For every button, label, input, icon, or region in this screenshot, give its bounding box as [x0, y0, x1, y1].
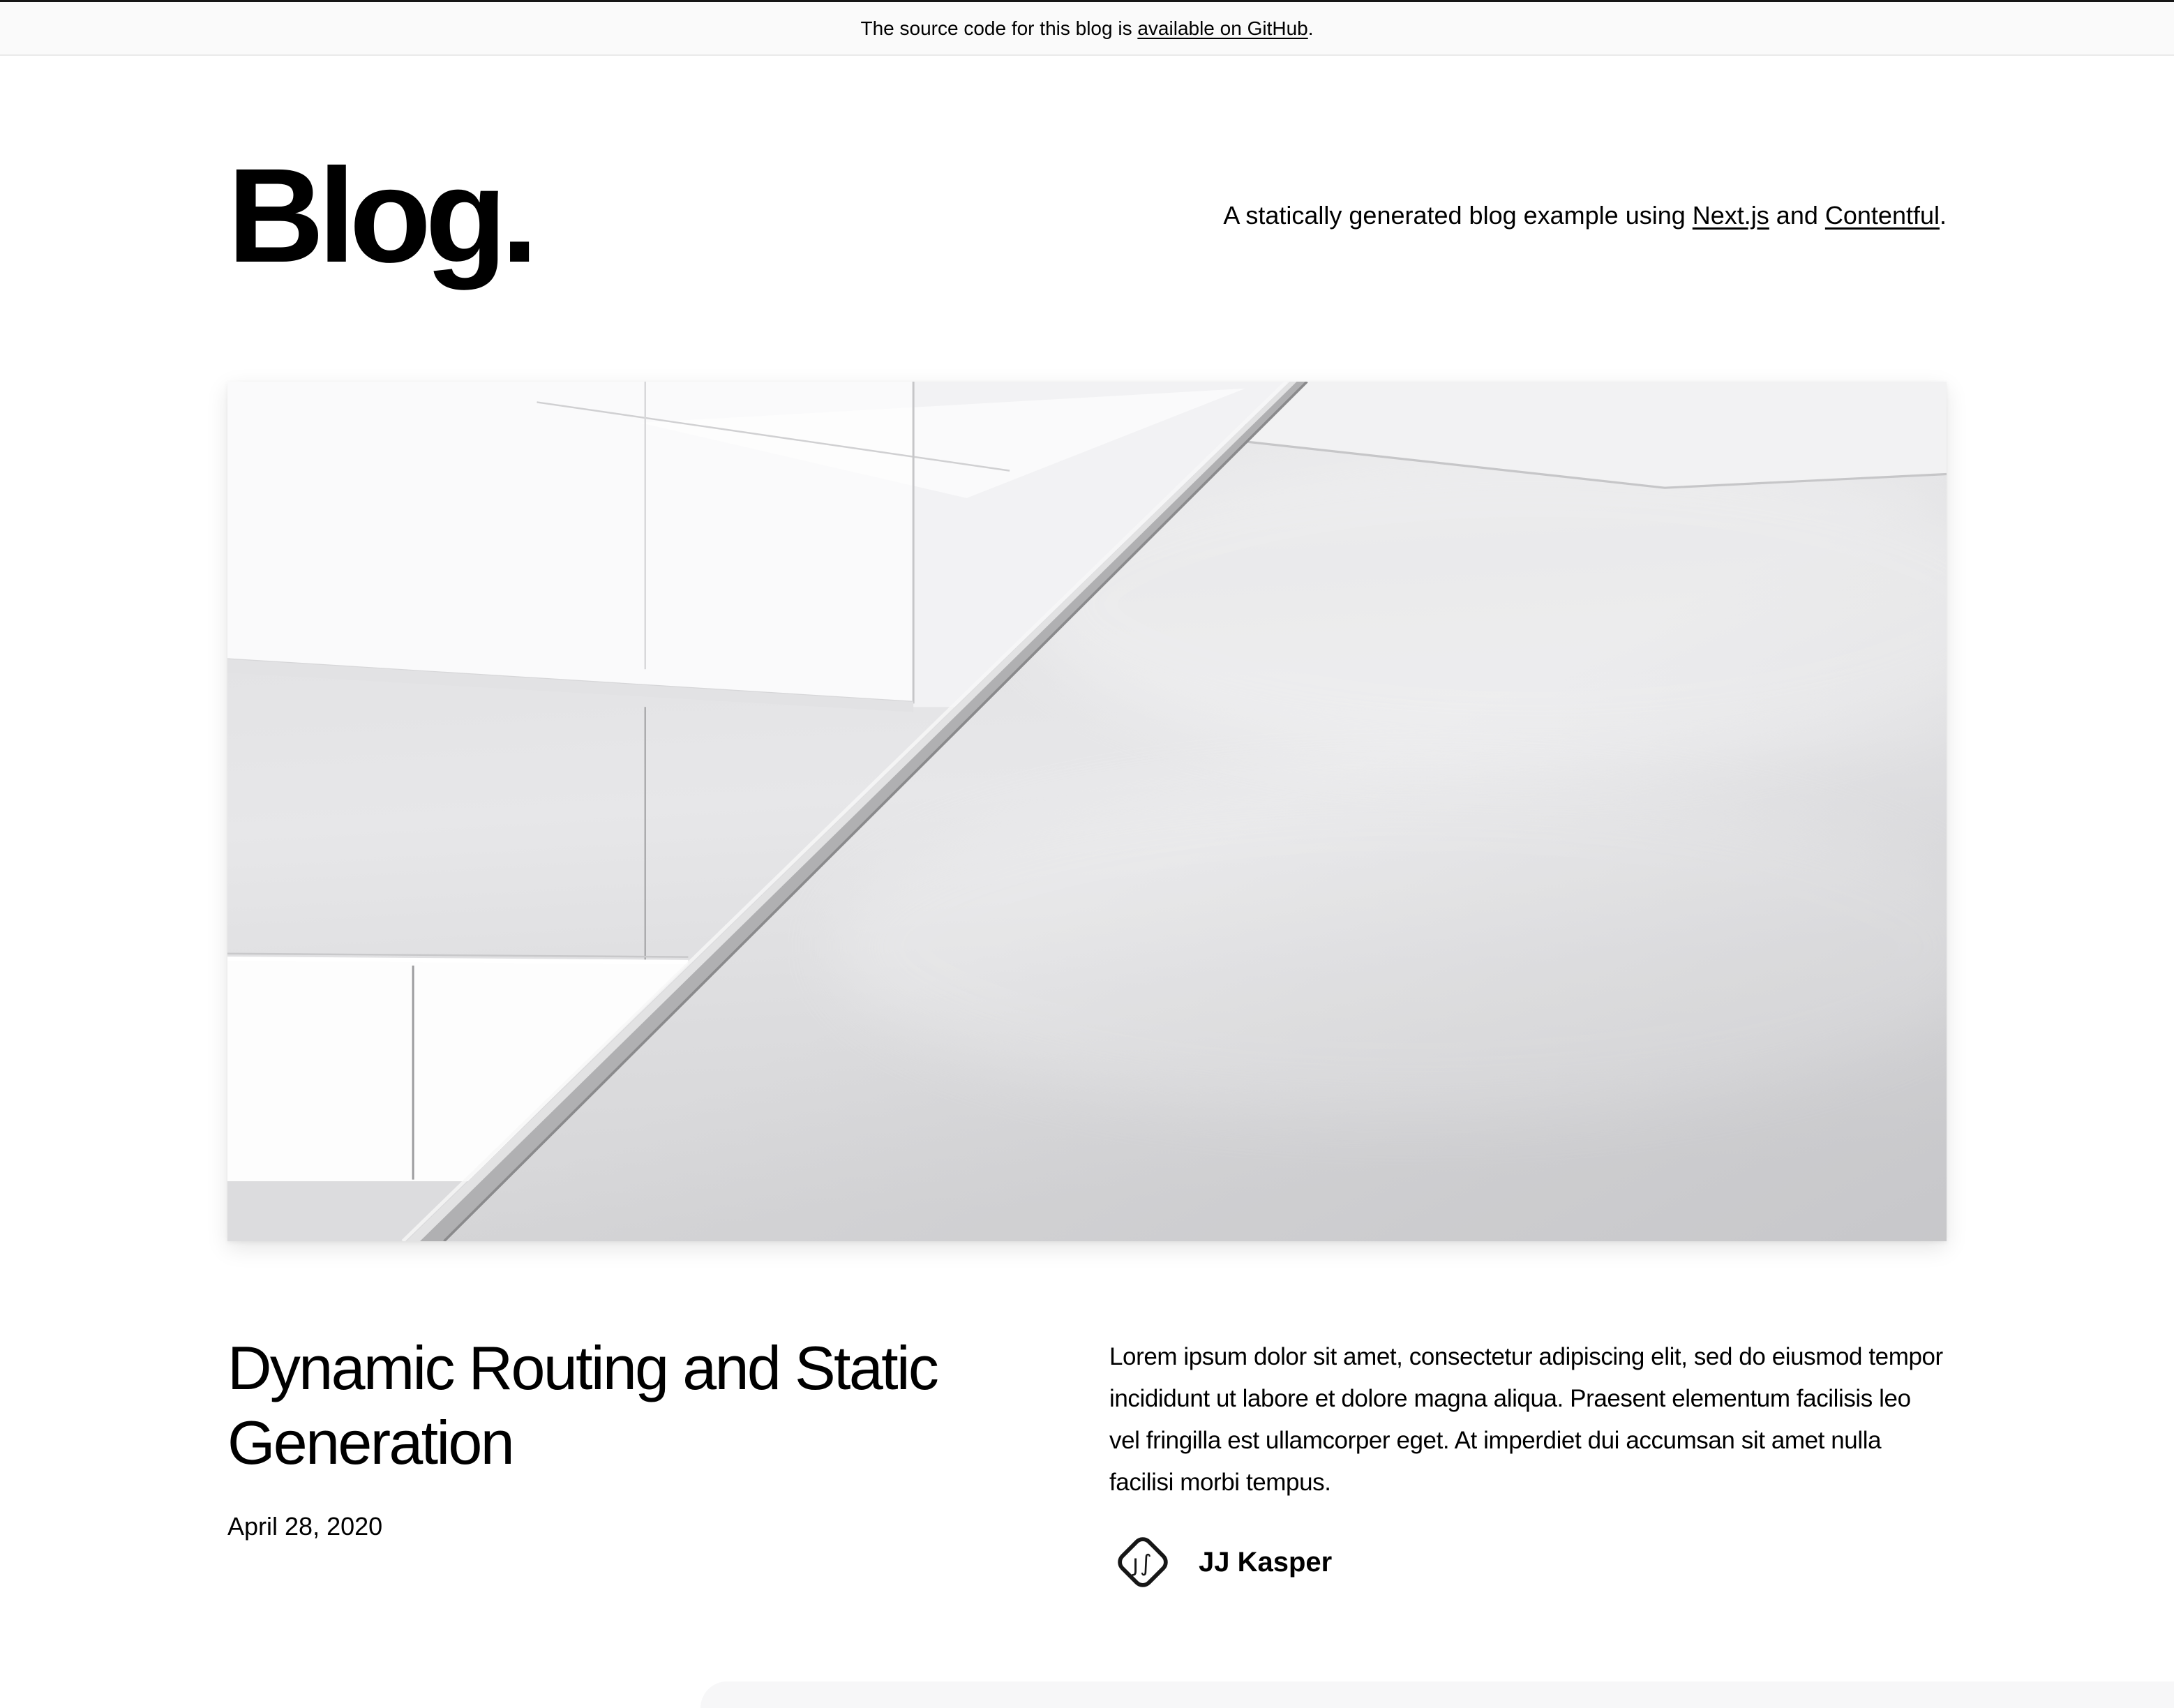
site-logo: Blog.	[227, 140, 532, 290]
author-name: JJ Kasper	[1199, 1546, 1333, 1578]
author-avatar-icon	[1109, 1529, 1176, 1596]
cover-image-link[interactable]	[227, 382, 1947, 1241]
banner-text-prefix: The source code for this blog is	[860, 17, 1138, 39]
post-title-link[interactable]: Dynamic Routing and Static Generation	[227, 1333, 938, 1478]
page-container	[227, 140, 1947, 1596]
staircase-photo	[227, 382, 1947, 1241]
hero-post-preview	[227, 1331, 1947, 1596]
post-title	[227, 1331, 1065, 1481]
banner-text-suffix: .	[1307, 17, 1314, 39]
nextjs-link[interactable]: Next.js	[1692, 200, 1769, 230]
post-date: April 28, 2020	[227, 1511, 383, 1541]
tagline-text-mid: and	[1769, 200, 1825, 230]
site-tagline	[1223, 198, 1947, 233]
post-author	[1109, 1529, 1947, 1596]
site-header	[227, 140, 1947, 290]
tagline-text-suffix: .	[1939, 200, 1947, 230]
footer-corner-sheet	[700, 1681, 2174, 1708]
post-excerpt: Lorem ipsum dolor sit amet, consectetur adipiscing elit, sed do eiusmod tempor incididunt ut labore et dolore magna aliqua. Praesent elementum facilisis leo vel fringilla est ullamcorper eget. At imperdiet dui accumsan sit amet nulla facilisi morbi tempus.	[1109, 1343, 1943, 1496]
hero-image-section	[227, 382, 1947, 1241]
hero-post-left-column	[227, 1331, 1065, 1596]
announcement-banner	[0, 2, 2174, 56]
hero-post-right-column	[1109, 1331, 1947, 1596]
avatar-monogram: ȷ∫	[1132, 1550, 1153, 1577]
contentful-link[interactable]: Contentful	[1824, 200, 1940, 230]
tagline-text-prefix: A statically generated blog example using	[1223, 200, 1693, 230]
github-link[interactable]: available on GitHub	[1137, 17, 1308, 39]
